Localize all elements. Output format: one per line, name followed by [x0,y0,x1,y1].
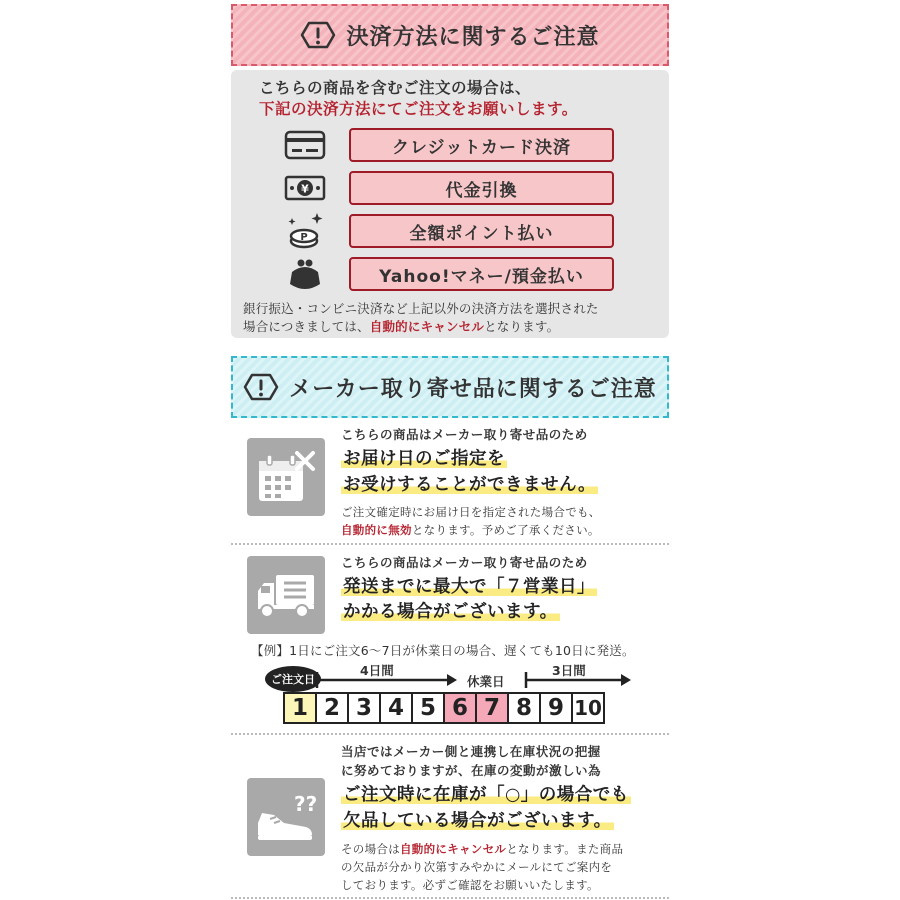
credit-card-icon [281,128,329,162]
sneaker-question-icon [247,778,325,856]
purse-icon [281,257,329,291]
question-marks: ?? [294,792,318,816]
payment-method-credit [281,128,621,162]
four-days-label: 4日間 [360,663,394,678]
block1-headline-2: お受けすることができません。 [343,475,597,495]
day-cell: 10 [571,692,605,724]
yen-symbol: ¥ [301,182,309,196]
payment-intro-line2: 下記の決済方法にてご注文をお願いします。 [259,100,578,118]
day-cell-holiday: 6 [443,692,477,724]
svg-text:P: P [300,232,308,243]
auto-invalid-text: 自動的に無効 [341,523,412,537]
shipping-example-text: 【例】1日にご注文6～7日が休業日の場合、遅くても10日に発送。 [251,643,635,658]
section-divider [231,543,669,545]
payment-notice-title: 決済方法に関するご注意 [346,24,600,50]
order-day-badge: ご注文日 [265,666,321,692]
payment-methods-box [231,70,669,338]
payment-note-line1: 銀行振込・コンビニ決済など上記以外の決済方法を選択された [243,301,599,316]
payment-method-cod [281,171,621,205]
day-cell: 1 [283,692,317,724]
block1-fine-text: ご注文確定時にお届け日を指定された場合でも、 自動的に無効となります。予めご了承ください。 [341,505,601,537]
block2-small-text: こちらの商品はメーカー取り寄せ品のため [341,555,588,570]
auto-cancel-text: 自動的にキャンセル [400,842,507,856]
section-divider [231,897,669,899]
day-cell: 3 [347,692,381,724]
block3-headline-1: ご注文時に在庫が「○」の場合でも [343,785,629,805]
maker-order-notice-title: メーカー取り寄せ品に関するご注意 [289,376,657,402]
payment-intro-line1: こちらの商品を含むご注文の場合は、 [259,79,532,97]
calendar-cancel-icon [247,438,325,516]
cash-on-delivery-label: 代金引換 [349,171,614,205]
block2-headline-1: 発送までに最大で「７営業日」 [343,577,595,597]
block2-headline-2: かかる場合がございます。 [343,602,558,622]
delivery-truck-icon [247,556,325,634]
payment-intro [259,78,578,120]
three-days-label: 3日間 [552,663,586,678]
credit-card-payment-label: クレジットカード決済 [349,128,614,162]
payment-notice-header [231,4,669,66]
full-point-payment-label: 全額ポイント払い [349,214,614,248]
payment-note-line2: 場合につきましては、自動的にキャンセルとなります。 [243,319,560,334]
section-divider [231,733,669,735]
notice-column [229,0,672,900]
day-cell: 9 [539,692,573,724]
block1-small-text: こちらの商品はメーカー取り寄せ品のため [341,427,588,442]
payment-cancel-note [243,300,663,336]
cash-yen-icon [281,171,329,205]
day-cell: 2 [315,692,349,724]
payment-method-points [281,214,621,248]
block3-small-text-1: 当店ではメーカー側と連携し在庫状況の把握 [341,744,601,759]
warning-icon [243,373,279,401]
block3-headline-2: 欠品している場合がございます。 [343,811,612,831]
day-cell: 8 [507,692,541,724]
block1-headline-1: お届け日のご指定を [343,449,505,469]
day-number-row [285,692,605,724]
block3-fine-text: その場合は自動的にキャンセルとなります。また商品 の欠品が分かり次第すみやかにメールにてご案内を しております。必ずご確認をお願いいたします。 [341,842,624,892]
holiday-label: 休業日 [467,674,505,689]
point-coin-icon [281,214,329,248]
day-cell-holiday: 7 [475,692,509,724]
warning-icon [300,21,336,49]
yahoo-money-payment-label: Yahoo!マネー/預金払い [349,257,614,291]
maker-order-notice-header [231,356,669,418]
auto-cancel-text: 自動的にキャンセル [369,319,485,334]
day-cell: 5 [411,692,445,724]
day-cell: 4 [379,692,413,724]
block3-small-text-2: に努めておりますが、在庫の変動が激しい為 [341,763,602,778]
payment-method-yahoo-money [281,257,621,291]
